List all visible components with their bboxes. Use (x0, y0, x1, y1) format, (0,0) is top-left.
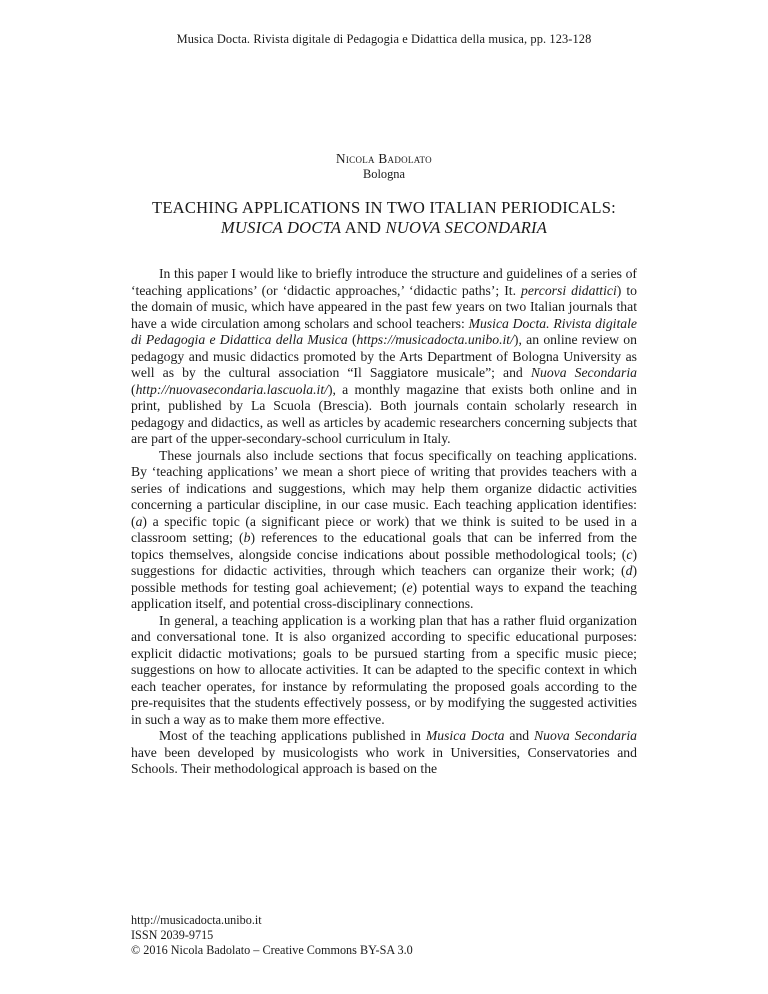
footer-url: http://musicadocta.unibo.it (131, 913, 262, 927)
footer-issn: ISSN 2039-9715 (131, 927, 214, 942)
journal-name-nuova-secondaria: NUOVA SECONDARIA (385, 218, 548, 237)
author-block (0, 150, 768, 182)
footer-copyright: © 2016 Nicola Badolato – Creative Commons BY-SA 3.0 (131, 942, 413, 957)
author-affiliation: Bologna (363, 167, 405, 181)
title-conjunction: AND (341, 218, 386, 237)
paper-title-line-1: TEACHING APPLICATIONS IN TWO ITALIAN PERIODICALS: (151, 198, 616, 217)
paragraph-3: In general, a teaching application is a working plan that has a rather fluid organization and conversational tone. It is also organized according to specific educational purposes: explicit didactic motivations; goals to be pursued starting from a specific music piece; suggestions on how to allocate activities. It can be adapted to the specific context in which each teacher operates, for instance by reformulating the proposed goals according to the pre-requisites that the students effectively possess, or by modifying the suggested activities in such a way as to make them more effective. (131, 612, 637, 727)
paragraph-4: Most of the teaching applications published in Musica Docta and Nuova Secondaria have been developed by musicologists who work in Universities, Conservatories and Schools. Their methodological approach is based on the (131, 728, 637, 776)
running-header: Musica Docta. Rivista digitale di Pedagogia e Didattica della musica, pp. 123-128 (176, 32, 592, 46)
paragraph-2: These journals also include sections that focus specifically on teaching applications. By ‘teaching applications’ we mean a short piece of writing that provides teachers with a series of indications and suggestions, which may help them organize didactic activities concerning a particular discipline, in our case music. Each teaching application identifies: (a) a specific topic (a significant piece or work) that we think is suited to be used in a classroom setting; (b) references to the educational goals that can be inferred from the topics themselves, alongside concise indications about possible methodological tools; (c) suggestions for didactic activities, through which teachers can organize their work; (d) possible methods for testing goal achievement; (e) potential ways to expand the teaching application itself, and potential cross-disciplinary connections. (131, 447, 637, 611)
paragraph-1: In this paper I would like to briefly introduce the structure and guidelines of a series of ‘teaching applications’ (or ‘didactic approaches,’ ‘didactic paths’; It. percorsi didattici) to the domain of music, which have appeared in the past few years on two Italian journals that have a wide circulation among scholars and school teachers: Musica Docta. Rivista digitale di Pedagogia e Didattica della Musica (https://musicadocta.unibo.it/), an online review on pedagogy and music didactics promoted by the Arts Department of Bologna University as well as by the cultural association “Il Saggiatore musicale”; and Nuova Secondaria (http://nuovasecondaria.lascuola.it/), a monthly magazine that exists both online and in print, published by La Scuola (Brescia). Both journals contain scholarly research in pedagogy and didactics, as well as articles by academic researchers concerning subjects that are part of the upper-secondary-school curriculum in Italy. (131, 266, 637, 446)
musica-docta-url: https://musicadocta.unibo.it/ (356, 332, 514, 347)
journal-name-musica-docta: MUSICA DOCTA (220, 218, 342, 237)
page-footer (131, 913, 637, 957)
paper-title (90, 198, 678, 238)
paper-title-line-2 (90, 218, 678, 238)
nuova-secondaria-url: http://nuovasecondaria.lascuola.it/ (135, 381, 328, 397)
author-name: Nicola Badolato (336, 151, 432, 166)
body-text (131, 266, 637, 778)
